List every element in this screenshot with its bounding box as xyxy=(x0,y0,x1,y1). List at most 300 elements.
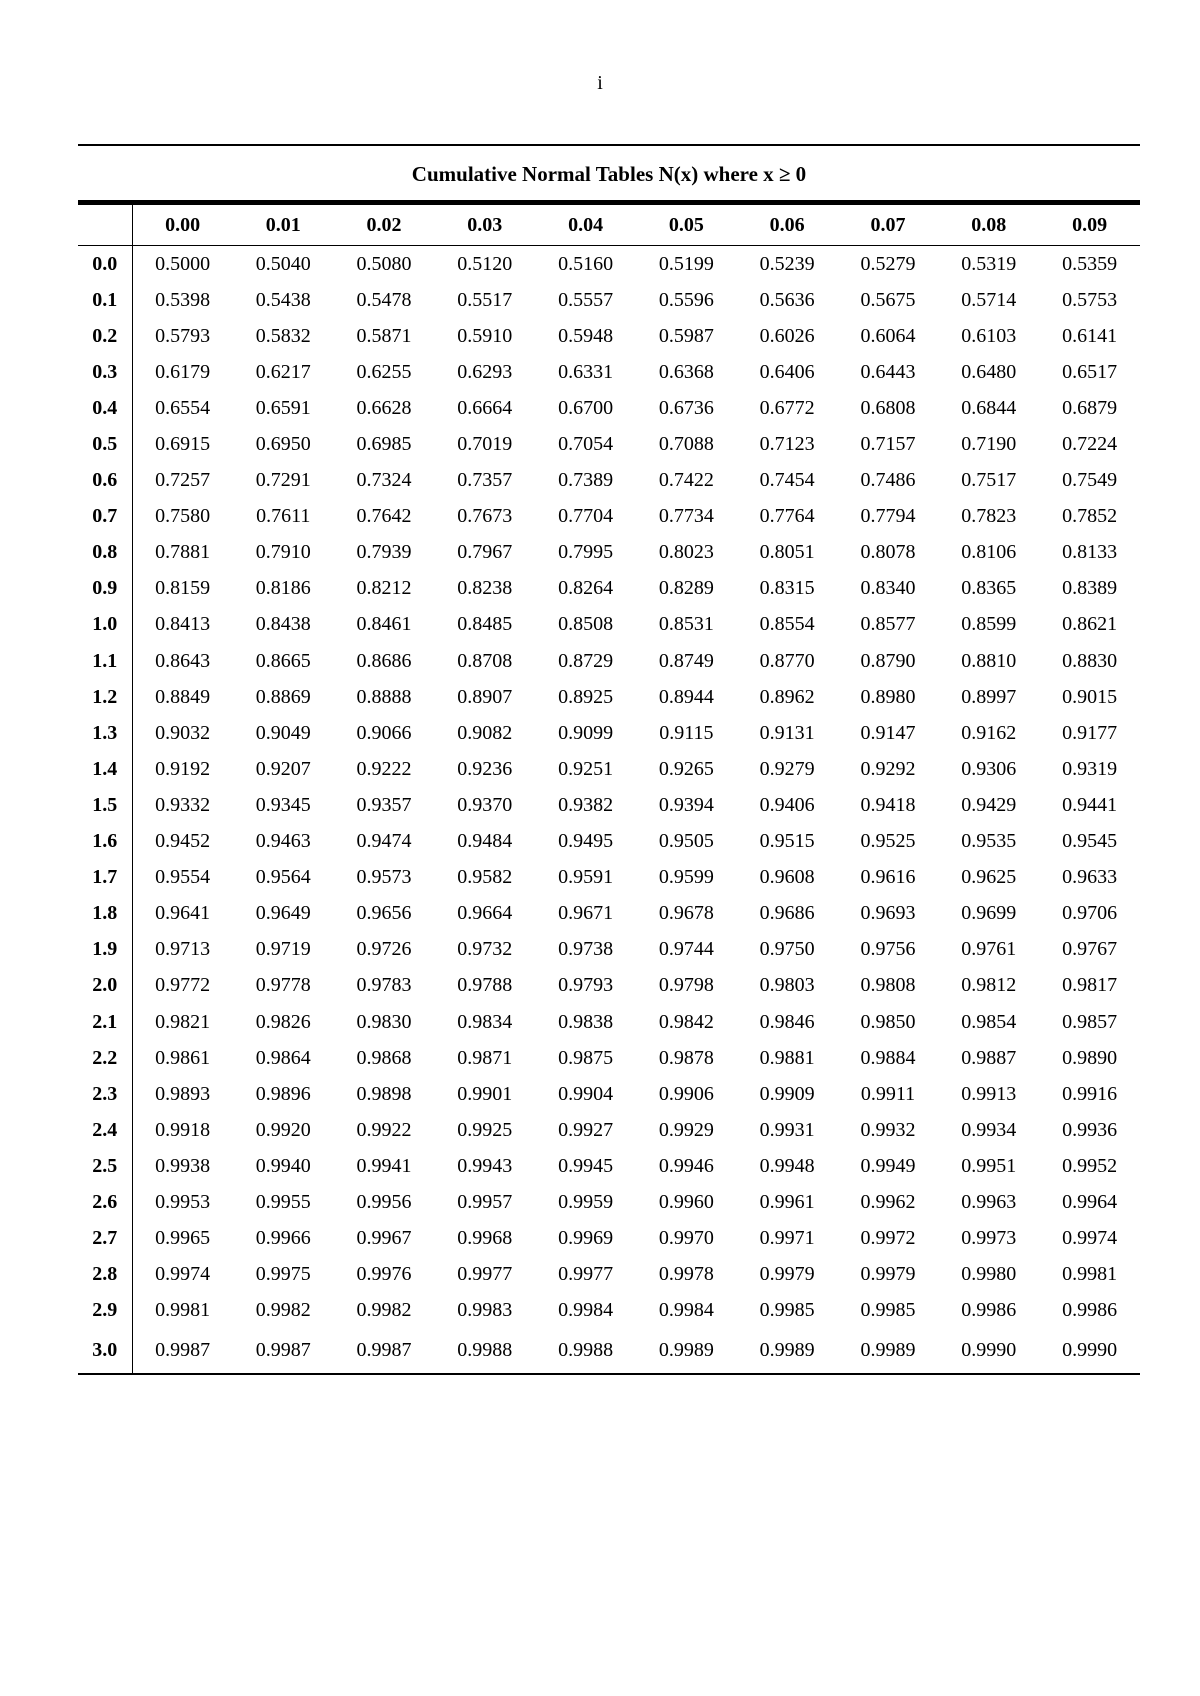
table-cell: 0.9821 xyxy=(155,1010,211,1033)
table-cell: 0.9761 xyxy=(961,938,1017,961)
table-cell: 0.5871 xyxy=(356,324,412,347)
table-cell: 0.6443 xyxy=(860,360,916,383)
table-cell: 0.6950 xyxy=(255,433,311,456)
table-cell: 0.8078 xyxy=(860,541,916,564)
table-cell: 0.9015 xyxy=(1062,685,1118,708)
table-cell: 0.9625 xyxy=(961,866,1017,889)
table-cell: 0.9987 xyxy=(334,1329,435,1374)
table-row xyxy=(78,1112,1140,1148)
table-cell: 0.9861 xyxy=(155,1046,211,1069)
table-cell: 0.5000 xyxy=(155,252,211,275)
table-cell: 0.9989 xyxy=(737,1329,838,1374)
table-cell: 0.8340 xyxy=(860,577,916,600)
table-cell: 0.5478 xyxy=(356,288,412,311)
table-cell: 0.9976 xyxy=(356,1263,412,1286)
table-cell: 0.6026 xyxy=(759,324,815,347)
table-cell: 0.9671 xyxy=(558,902,614,925)
row-header: 1.9 xyxy=(78,932,132,968)
table-cell: 0.9319 xyxy=(1062,757,1118,780)
table-cell: 0.8238 xyxy=(457,577,513,600)
table-cell: 0.9633 xyxy=(1062,866,1118,889)
table-cell: 0.6217 xyxy=(255,360,311,383)
column-header-row xyxy=(78,205,1140,246)
table-row xyxy=(78,1293,1140,1329)
table-cell: 0.9686 xyxy=(759,902,815,925)
table-cell: 0.9956 xyxy=(356,1190,412,1213)
table-cell: 0.9251 xyxy=(558,757,614,780)
table-cell: 0.5596 xyxy=(658,288,714,311)
row-header: 2.9 xyxy=(78,1293,132,1329)
table-cell: 0.9918 xyxy=(155,1118,211,1141)
table-cell: 0.9955 xyxy=(255,1190,311,1213)
table-cell: 0.9978 xyxy=(658,1263,714,1286)
table-cell: 0.9970 xyxy=(658,1227,714,1250)
table-cell: 0.8389 xyxy=(1062,577,1118,600)
table-cell: 0.9909 xyxy=(759,1082,815,1105)
table-cell: 0.9484 xyxy=(457,830,513,853)
row-header: 2.8 xyxy=(78,1257,132,1293)
table-cell: 0.7734 xyxy=(658,505,714,528)
table-cell: 0.9890 xyxy=(1062,1046,1118,1069)
row-header: 2.4 xyxy=(78,1112,132,1148)
table-cell: 0.9394 xyxy=(658,793,714,816)
table-cell: 0.6808 xyxy=(860,396,916,419)
table-cell: 0.5557 xyxy=(558,288,614,311)
table-cell: 0.7019 xyxy=(457,433,513,456)
table-cell: 0.9345 xyxy=(255,793,311,816)
table-cell: 0.9974 xyxy=(155,1263,211,1286)
table-cell: 0.7517 xyxy=(961,469,1017,492)
table-cell: 0.9826 xyxy=(255,1010,311,1033)
table-cell: 0.9971 xyxy=(759,1227,815,1250)
table-cell: 0.9693 xyxy=(860,902,916,925)
table-cell: 0.9834 xyxy=(457,1010,513,1033)
table-cell: 0.9236 xyxy=(457,757,513,780)
row-header: 2.1 xyxy=(78,1004,132,1040)
table-body xyxy=(78,246,1140,1374)
table-cell: 0.9406 xyxy=(759,793,815,816)
table-row xyxy=(78,1040,1140,1076)
table-cell: 0.9357 xyxy=(356,793,412,816)
table-cell: 0.9979 xyxy=(759,1263,815,1286)
row-header: 0.0 xyxy=(78,246,132,283)
table-cell: 0.6064 xyxy=(860,324,916,347)
table-cell: 0.7123 xyxy=(759,433,815,456)
table-row xyxy=(78,715,1140,751)
table-cell: 0.5239 xyxy=(759,252,815,275)
table-cell: 0.9965 xyxy=(155,1227,211,1250)
table-cell: 0.5948 xyxy=(558,324,614,347)
table-cell: 0.9984 xyxy=(558,1299,614,1322)
table-cell: 0.9945 xyxy=(558,1154,614,1177)
table-cell: 0.7967 xyxy=(457,541,513,564)
table-cell: 0.9973 xyxy=(961,1227,1017,1250)
row-header: 1.4 xyxy=(78,751,132,787)
table-cell: 0.9969 xyxy=(558,1227,614,1250)
table-row xyxy=(78,499,1140,535)
column-header: 0.08 xyxy=(938,205,1039,246)
table-cell: 0.9936 xyxy=(1062,1118,1118,1141)
table-cell: 0.8159 xyxy=(155,577,211,600)
table-cell: 0.9887 xyxy=(961,1046,1017,1069)
table-cell: 0.9582 xyxy=(457,866,513,889)
column-header: 0.01 xyxy=(233,205,334,246)
table-cell: 0.9983 xyxy=(457,1299,513,1322)
table-cell: 0.9963 xyxy=(961,1190,1017,1213)
table-cell: 0.9893 xyxy=(155,1082,211,1105)
table-cell: 0.9982 xyxy=(356,1299,412,1322)
table-cell: 0.9922 xyxy=(356,1118,412,1141)
table-row xyxy=(78,824,1140,860)
table-cell: 0.9370 xyxy=(457,793,513,816)
table-cell: 0.6554 xyxy=(155,396,211,419)
table-row xyxy=(78,390,1140,426)
table-cell: 0.6368 xyxy=(658,360,714,383)
table-cell: 0.9864 xyxy=(255,1046,311,1069)
table-cell: 0.8665 xyxy=(255,649,311,672)
table-cell: 0.9756 xyxy=(860,938,916,961)
table-cell: 0.9803 xyxy=(759,974,815,997)
table-cell: 0.8599 xyxy=(961,613,1017,636)
table-row xyxy=(78,1148,1140,1184)
table-cell: 0.9616 xyxy=(860,866,916,889)
table-cell: 0.5120 xyxy=(457,252,513,275)
row-header: 1.1 xyxy=(78,643,132,679)
table-cell: 0.9979 xyxy=(860,1263,916,1286)
table-row xyxy=(78,679,1140,715)
table-cell: 0.9986 xyxy=(961,1299,1017,1322)
table-cell: 0.5199 xyxy=(658,252,714,275)
table-cell: 0.9898 xyxy=(356,1082,412,1105)
table-cell: 0.9925 xyxy=(457,1118,513,1141)
table-cell: 0.9066 xyxy=(356,721,412,744)
table-cell: 0.5160 xyxy=(558,252,614,275)
table-cell: 0.9495 xyxy=(558,830,614,853)
table-cell: 0.8531 xyxy=(658,613,714,636)
table-cell: 0.7389 xyxy=(558,469,614,492)
table-cell: 0.9927 xyxy=(558,1118,614,1141)
table-cell: 0.9904 xyxy=(558,1082,614,1105)
table-cell: 0.6255 xyxy=(356,360,412,383)
table-cell: 0.9948 xyxy=(759,1154,815,1177)
table-cell: 0.9850 xyxy=(860,1010,916,1033)
table-cell: 0.9972 xyxy=(860,1227,916,1250)
table-cell: 0.9986 xyxy=(1062,1299,1118,1322)
table-cell: 0.5793 xyxy=(155,324,211,347)
table-cell: 0.9901 xyxy=(457,1082,513,1105)
table-cell: 0.6736 xyxy=(658,396,714,419)
column-header: 0.07 xyxy=(838,205,939,246)
table-cell: 0.7580 xyxy=(155,505,211,528)
table-cell: 0.9952 xyxy=(1062,1154,1118,1177)
table-row xyxy=(78,571,1140,607)
table-cell: 0.9744 xyxy=(658,938,714,961)
row-header: 2.3 xyxy=(78,1076,132,1112)
row-header: 1.0 xyxy=(78,607,132,643)
column-header: 0.05 xyxy=(636,205,737,246)
table-cell: 0.9082 xyxy=(457,721,513,744)
table-cell: 0.9932 xyxy=(860,1118,916,1141)
table-cell: 0.9989 xyxy=(636,1329,737,1374)
table-cell: 0.8133 xyxy=(1062,541,1118,564)
table-cell: 0.9798 xyxy=(658,974,714,997)
table-cell: 0.7852 xyxy=(1062,505,1118,528)
table-cell: 0.9332 xyxy=(155,793,211,816)
table-cell: 0.7764 xyxy=(759,505,815,528)
table-cell: 0.6915 xyxy=(155,433,211,456)
table-cell: 0.6517 xyxy=(1062,360,1118,383)
table-cell: 0.9868 xyxy=(356,1046,412,1069)
table-cell: 0.6141 xyxy=(1062,324,1118,347)
table-cell: 0.9916 xyxy=(1062,1082,1118,1105)
table-cell: 0.9664 xyxy=(457,902,513,925)
table-row xyxy=(78,535,1140,571)
table-row xyxy=(78,1257,1140,1293)
row-header: 0.6 xyxy=(78,463,132,499)
table-row xyxy=(78,607,1140,643)
table-cell: 0.9961 xyxy=(759,1190,815,1213)
table-cell: 0.9783 xyxy=(356,974,412,997)
table-cell: 0.9981 xyxy=(1062,1263,1118,1286)
table-cell: 0.9131 xyxy=(759,721,815,744)
table-row xyxy=(78,426,1140,462)
table-cell: 0.9977 xyxy=(457,1263,513,1286)
table-cell: 0.9788 xyxy=(457,974,513,997)
table-cell: 0.9147 xyxy=(860,721,916,744)
table-cell: 0.9177 xyxy=(1062,721,1118,744)
table-row xyxy=(78,1184,1140,1220)
table-cell: 0.5080 xyxy=(356,252,412,275)
table-cell: 0.9115 xyxy=(659,721,714,744)
row-header: 0.3 xyxy=(78,354,132,390)
table-cell: 0.9418 xyxy=(860,793,916,816)
table-cell: 0.8888 xyxy=(356,685,412,708)
table-cell: 0.9732 xyxy=(457,938,513,961)
table-cell: 0.7881 xyxy=(155,541,211,564)
table-cell: 0.9854 xyxy=(961,1010,1017,1033)
table-cell: 0.9988 xyxy=(535,1329,636,1374)
table-row xyxy=(78,896,1140,932)
cumulative-normal-table xyxy=(78,205,1140,1375)
row-header: 2.6 xyxy=(78,1184,132,1220)
table-cell: 0.7823 xyxy=(961,505,1017,528)
table-cell: 0.9842 xyxy=(658,1010,714,1033)
table-row xyxy=(78,463,1140,499)
table-cell: 0.5636 xyxy=(759,288,815,311)
table-cell: 0.7324 xyxy=(356,469,412,492)
row-header: 2.2 xyxy=(78,1040,132,1076)
table-cell: 0.5753 xyxy=(1062,288,1118,311)
row-header: 1.8 xyxy=(78,896,132,932)
table-cell: 0.9656 xyxy=(356,902,412,925)
table-cell: 0.9608 xyxy=(759,866,815,889)
row-header: 0.2 xyxy=(78,318,132,354)
table-cell: 0.6772 xyxy=(759,396,815,419)
table-cell: 0.9706 xyxy=(1062,902,1118,925)
table-cell: 0.7794 xyxy=(860,505,916,528)
table-cell: 0.9463 xyxy=(255,830,311,853)
table-cell: 0.9838 xyxy=(558,1010,614,1033)
table-cell: 0.7454 xyxy=(759,469,815,492)
table-row xyxy=(78,932,1140,968)
table-row xyxy=(78,1076,1140,1112)
table-cell: 0.7357 xyxy=(457,469,513,492)
table-cell: 0.9966 xyxy=(255,1227,311,1250)
table-cell: 0.8729 xyxy=(558,649,614,672)
table-cell: 0.9265 xyxy=(658,757,714,780)
table-cell: 0.9962 xyxy=(860,1190,916,1213)
table-cell: 0.7422 xyxy=(658,469,714,492)
table-cell: 0.8869 xyxy=(255,685,311,708)
table-cell: 0.8315 xyxy=(759,577,815,600)
table-cell: 0.7054 xyxy=(558,433,614,456)
table-cell: 0.6844 xyxy=(961,396,1017,419)
table-cell: 0.9812 xyxy=(961,974,1017,997)
table-cell: 0.8212 xyxy=(356,577,412,600)
table-cell: 0.8770 xyxy=(759,649,815,672)
table-row xyxy=(78,1004,1140,1040)
row-header: 3.0 xyxy=(78,1329,132,1374)
row-header: 0.5 xyxy=(78,426,132,462)
table-cell: 0.9846 xyxy=(759,1010,815,1033)
table-cell: 0.8264 xyxy=(558,577,614,600)
table-cell: 0.9964 xyxy=(1062,1190,1118,1213)
table-row xyxy=(78,282,1140,318)
table-cell: 0.9990 xyxy=(1039,1329,1140,1374)
table-row xyxy=(78,1329,1140,1374)
table-cell: 0.7549 xyxy=(1062,469,1118,492)
table-cell: 0.5517 xyxy=(457,288,513,311)
table-cell: 0.9808 xyxy=(860,974,916,997)
table-cell: 0.9975 xyxy=(255,1263,311,1286)
table-cell: 0.9985 xyxy=(759,1299,815,1322)
table-cell: 0.9719 xyxy=(255,938,311,961)
table-cell: 0.9441 xyxy=(1062,793,1118,816)
table-cell: 0.9591 xyxy=(558,866,614,889)
table-cell: 0.9452 xyxy=(155,830,211,853)
table-cell: 0.9875 xyxy=(558,1046,614,1069)
table-cell: 0.5438 xyxy=(255,288,311,311)
table-cell: 0.9292 xyxy=(860,757,916,780)
table-cell: 0.9913 xyxy=(961,1082,1017,1105)
column-header: 0.06 xyxy=(737,205,838,246)
table-cell: 0.8577 xyxy=(860,613,916,636)
table-cell: 0.5279 xyxy=(860,252,916,275)
table-cell: 0.9949 xyxy=(860,1154,916,1177)
table-cell: 0.6985 xyxy=(356,433,412,456)
table-cell: 0.9990 xyxy=(938,1329,1039,1374)
table-cell: 0.9207 xyxy=(255,757,311,780)
table-cell: 0.9931 xyxy=(759,1118,815,1141)
table-row xyxy=(78,246,1140,283)
table-cell: 0.9857 xyxy=(1062,1010,1118,1033)
table-cell: 0.6293 xyxy=(457,360,513,383)
table-cell: 0.7704 xyxy=(558,505,614,528)
normal-table-container xyxy=(78,144,1140,1375)
table-cell: 0.9767 xyxy=(1062,938,1118,961)
column-header: 0.00 xyxy=(132,205,233,246)
table-cell: 0.5675 xyxy=(860,288,916,311)
table-cell: 0.9564 xyxy=(255,866,311,889)
table-cell: 0.8621 xyxy=(1062,613,1118,636)
table-cell: 0.9884 xyxy=(860,1046,916,1069)
table-cell: 0.6664 xyxy=(457,396,513,419)
table-row xyxy=(78,318,1140,354)
table-cell: 0.9967 xyxy=(356,1227,412,1250)
table-cell: 0.9505 xyxy=(658,830,714,853)
table-row xyxy=(78,643,1140,679)
table-cell: 0.8438 xyxy=(255,613,311,636)
table-cell: 0.9772 xyxy=(155,974,211,997)
table-cell: 0.5398 xyxy=(155,288,211,311)
table-cell: 0.7939 xyxy=(356,541,412,564)
table-cell: 0.9099 xyxy=(558,721,614,744)
table-title: Cumulative Normal Tables N(x) where x ≥ 0 xyxy=(411,162,807,186)
row-header: 1.2 xyxy=(78,679,132,715)
column-header: 0.03 xyxy=(434,205,535,246)
table-cell: 0.8980 xyxy=(860,685,916,708)
table-cell: 0.9382 xyxy=(558,793,614,816)
column-header: 0.09 xyxy=(1039,205,1140,246)
table-cell: 0.7224 xyxy=(1062,433,1118,456)
table-cell: 0.8749 xyxy=(658,649,714,672)
table-cell: 0.5832 xyxy=(255,324,311,347)
table-cell: 0.9535 xyxy=(961,830,1017,853)
table-cell: 0.9778 xyxy=(255,974,311,997)
table-cell: 0.9750 xyxy=(759,938,815,961)
table-cell: 0.8790 xyxy=(860,649,916,672)
table-cell: 0.6331 xyxy=(558,360,614,383)
table-cell: 0.9896 xyxy=(255,1082,311,1105)
row-header: 1.6 xyxy=(78,824,132,860)
row-header: 1.7 xyxy=(78,860,132,896)
table-cell: 0.9943 xyxy=(457,1154,513,1177)
table-cell: 0.5359 xyxy=(1062,252,1118,275)
table-cell: 0.6628 xyxy=(356,396,412,419)
table-cell: 0.9988 xyxy=(434,1329,535,1374)
table-cell: 0.9985 xyxy=(860,1299,916,1322)
table-cell: 0.6700 xyxy=(558,396,614,419)
table-cell: 0.9830 xyxy=(356,1010,412,1033)
table-cell: 0.8997 xyxy=(961,685,1017,708)
table-cell: 0.7157 xyxy=(860,433,916,456)
table-cell: 0.9989 xyxy=(838,1329,939,1374)
table-cell: 0.8289 xyxy=(658,577,714,600)
table-cell: 0.8925 xyxy=(558,685,614,708)
table-cell: 0.8849 xyxy=(155,685,211,708)
table-cell: 0.8944 xyxy=(658,685,714,708)
table-cell: 0.8810 xyxy=(961,649,1017,672)
table-cell: 0.8461 xyxy=(356,613,412,636)
table-cell: 0.6406 xyxy=(759,360,815,383)
table-cell: 0.9192 xyxy=(155,757,211,780)
table-cell: 0.7673 xyxy=(457,505,513,528)
table-cell: 0.9429 xyxy=(961,793,1017,816)
table-cell: 0.9953 xyxy=(155,1190,211,1213)
table-cell: 0.7257 xyxy=(155,469,211,492)
table-cell: 0.9641 xyxy=(155,902,211,925)
table-cell: 0.7486 xyxy=(860,469,916,492)
table-cell: 0.7910 xyxy=(255,541,311,564)
table-cell: 0.8023 xyxy=(658,541,714,564)
table-cell: 0.8365 xyxy=(961,577,1017,600)
table-cell: 0.8643 xyxy=(155,649,211,672)
table-cell: 0.9977 xyxy=(558,1263,614,1286)
table-cell: 0.8186 xyxy=(255,577,311,600)
table-cell: 0.9982 xyxy=(255,1299,311,1322)
table-row xyxy=(78,787,1140,823)
row-header: 1.3 xyxy=(78,715,132,751)
